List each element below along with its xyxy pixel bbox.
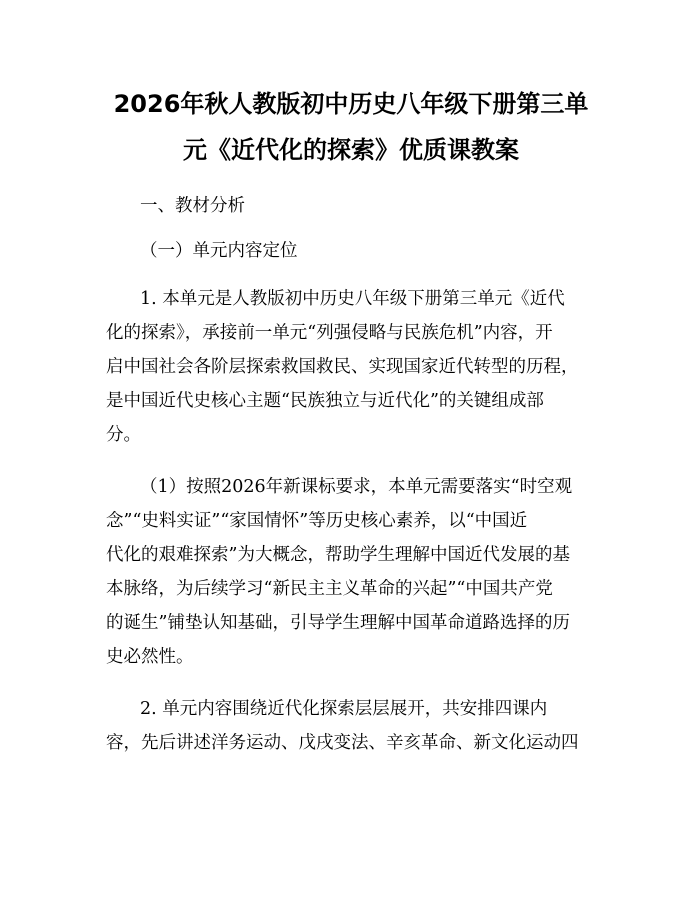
paragraph-3-line-1: 2. 单元内容围绕近代化探索层层展开，共安排四课内	[140, 699, 548, 719]
subsection-heading: （一）单元内容定位	[140, 241, 298, 261]
paragraph-2-line-6: 史必然性。	[106, 647, 194, 667]
paragraph-1-line-4: 是中国近代史核心主题“民族独立与近代化”的关键组成部	[106, 391, 544, 411]
paragraph-2-line-1: （1）按照2026年新课标要求，本单元需要落实“时空观	[140, 477, 573, 497]
paragraph-2-line-2: 念”“史料实证”“家国情怀”等历史核心素养，以“中国近	[106, 511, 528, 531]
paragraph-2-line-4: 本脉络，为后续学习“新民主主义革命的兴起”“中国共产党	[106, 579, 553, 599]
paragraph-2-line-3: 代化的艰难探索”为大概念，帮助学生理解中国近代发展的基	[106, 545, 570, 565]
paragraph-1-line-3: 启中国社会各阶层探索救国救民、实现国家近代转型的历程，	[106, 357, 579, 377]
paragraph-1-line-5: 分。	[106, 425, 141, 445]
document-title-line-1: 2026年秋人教版初中历史八年级下册第三单	[113, 90, 589, 118]
paragraph-2-line-5: 的诞生”铺垫认知基础，引导学生理解中国革命道路选择的历	[106, 613, 570, 633]
section-heading: 一、教材分析	[140, 196, 245, 216]
paragraph-3-line-2: 容，先后讲述洋务运动、戊戌变法、辛亥革命、新文化运动四	[106, 733, 579, 753]
document-title-line-2: 元《近代化的探索》优质课教案	[183, 136, 519, 164]
paragraph-1-line-1: 1. 本单元是人教版初中历史八年级下册第三单元《近代	[140, 289, 565, 309]
paragraph-1-line-2: 化的探索》，承接前一单元“列强侵略与民族危机”内容，开	[106, 323, 553, 343]
